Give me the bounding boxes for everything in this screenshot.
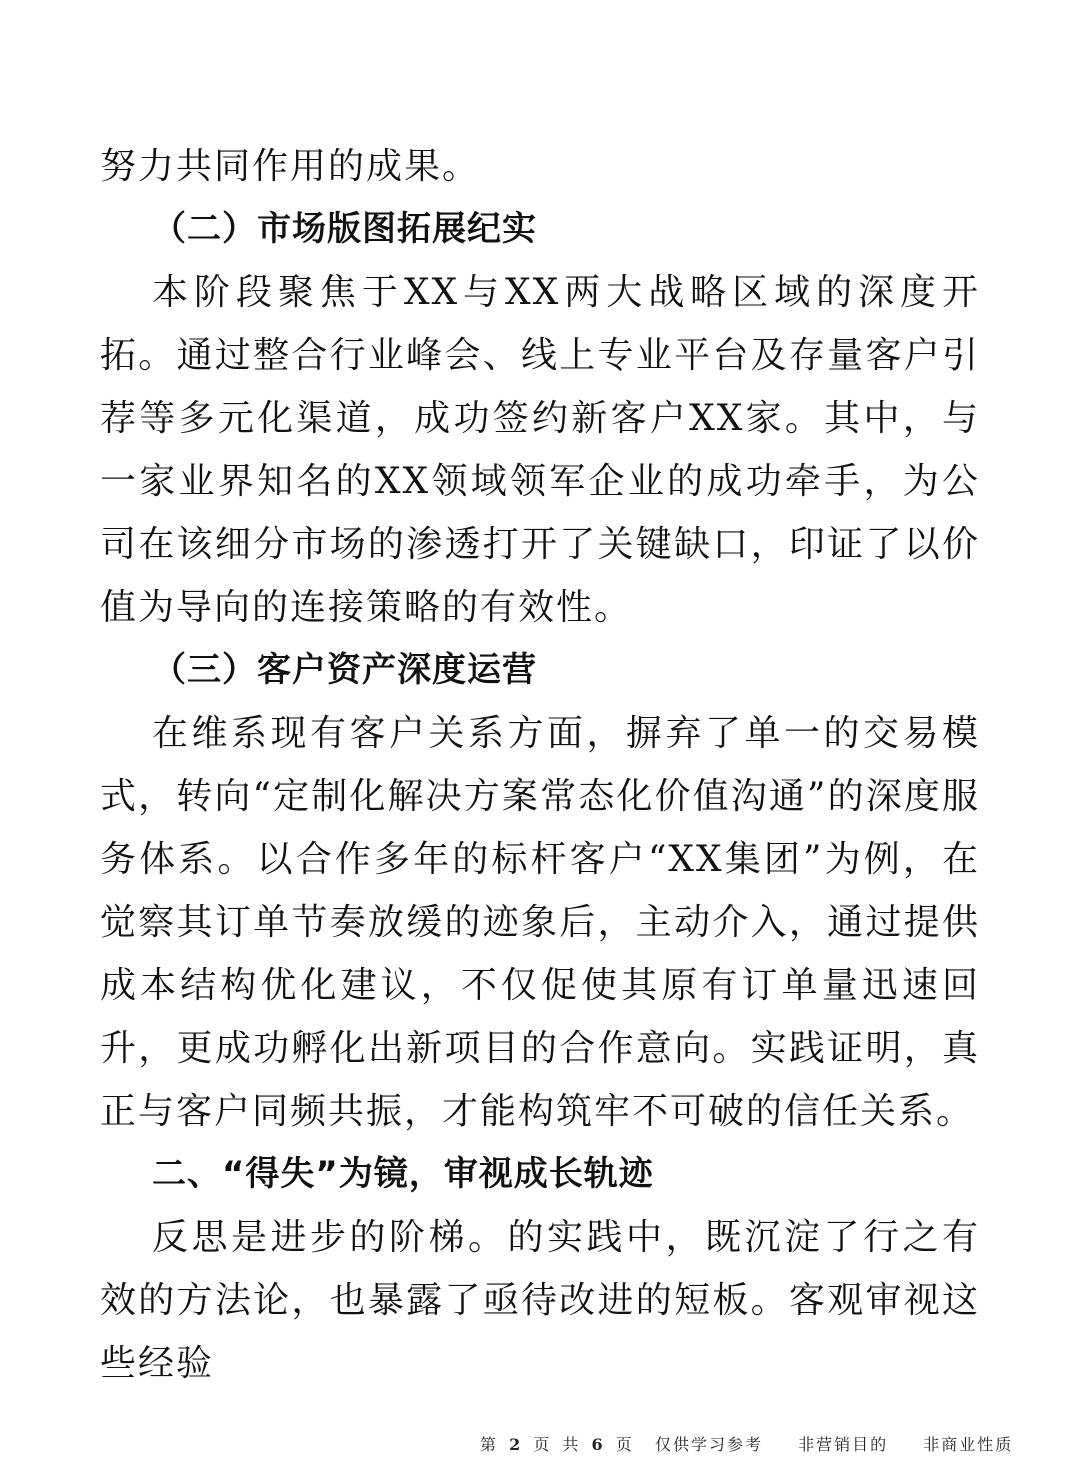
section-heading-market: （二）市场版图拓展纪实 (152, 209, 537, 249)
page-total: 6 (591, 1435, 607, 1454)
chapter-heading-reflection: 二、“得失”为镜，审视成长轨迹 (152, 1154, 654, 1194)
paragraph-market: 本阶段聚焦于XX与XX两大战略区域的深度开拓。通过整合行业峰会、线上专业平台及存量客户引荐等多元化渠道，成功签约新客户XX家。其中，与一家业界知名的XX领域领军企业的成功牵手，为公司在该细分市场的渗透打开了关键缺口，印证了以价值为导向的连接策略的有效性。 (100, 272, 980, 628)
page-number (480, 1432, 636, 1455)
footer-notice (655, 1432, 1031, 1455)
page-current: 2 (509, 1435, 525, 1454)
section-heading-client: （三）客户资产深度运营 (152, 650, 537, 690)
paragraph-client: 在维系现有客户关系方面，摒弃了单一的交易模式，转向“定制化解决方案常态化价值沟通”的深度服务体系。以合作多年的标杆客户“XX集团”为例，在觉察其订单节奏放缓的迹象后，主动介入，通过提供成本结构优化建议，不仅促使其原有订单量迅速回升，更成功孵化出新项目的合作意向。实践证明，真正与客户同频共振，才能构筑牢不可破的信任关系。 (100, 713, 980, 1132)
notice-non-commercial: 非商业性质 (923, 1435, 1014, 1454)
paragraph-reflection: 反思是进步的阶梯。的实践中，既沉淀了行之有效的方法论，也暴露了亟待改进的短板。客观审视这些经验 (100, 1217, 980, 1384)
document-body (100, 135, 980, 1395)
page-footer (0, 1428, 1080, 1458)
notice-non-marketing: 非营销目的 (798, 1435, 889, 1454)
paragraph-continuation: 努力共同作用的成果。 (100, 146, 481, 187)
page-suffix: 页 (615, 1435, 636, 1454)
page-prefix: 第 (480, 1435, 501, 1454)
notice-study: 仅供学习参考 (655, 1435, 764, 1454)
page-middle: 页 共 (533, 1435, 583, 1454)
